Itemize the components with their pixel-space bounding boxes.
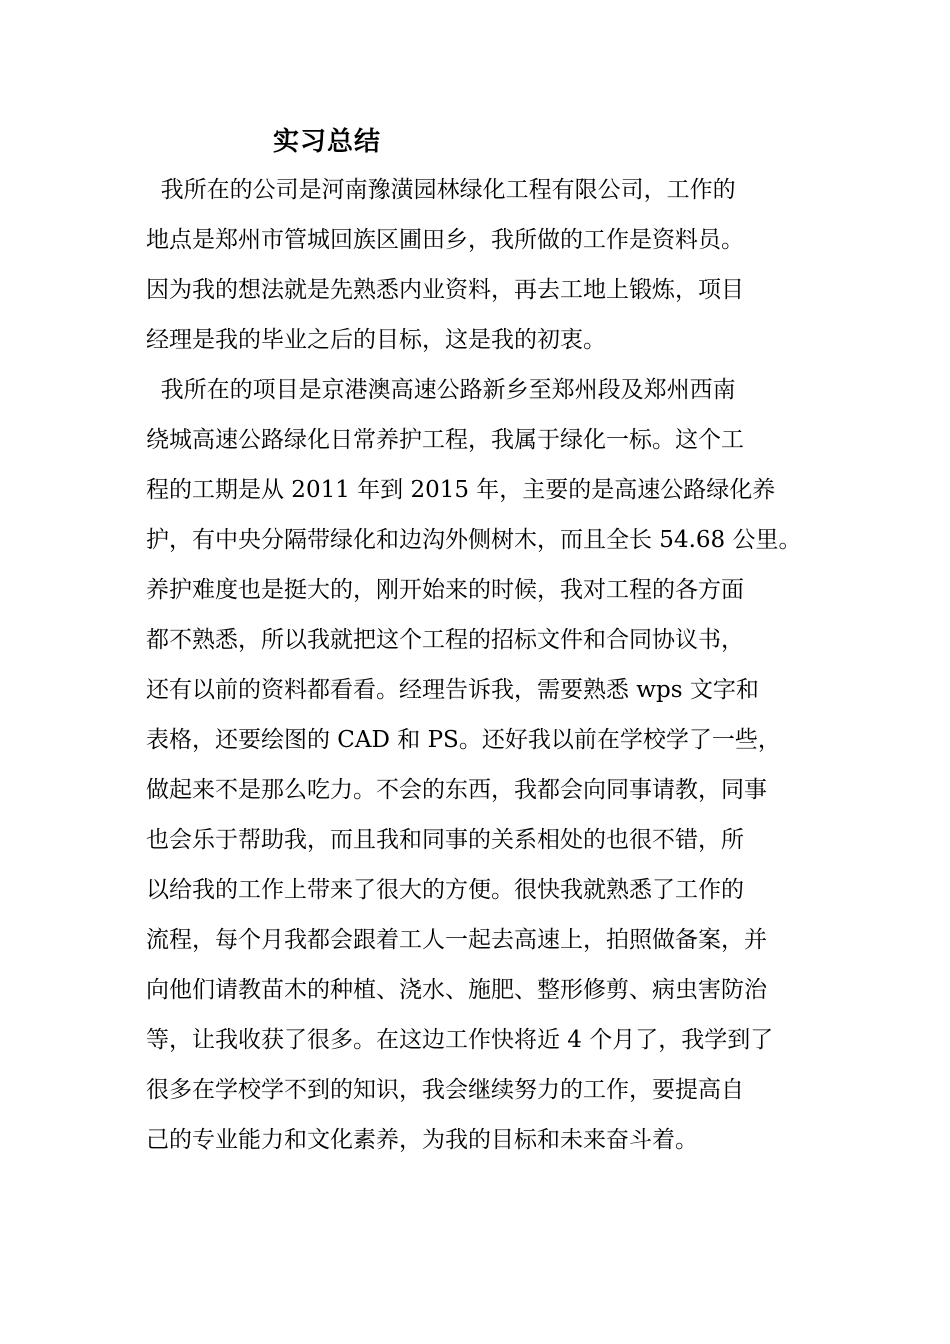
body-line: 己的专业能力和文化素养，为我的目标和未来奋斗着。 [146, 1127, 698, 1153]
body-line: 我所在的项目是京港澳高速公路新乡至郑州段及郑州西南 [146, 377, 736, 403]
body-line: 以给我的工作上带来了很大的方便。很快我就熟悉了工作的 [146, 877, 744, 903]
body-line: 也会乐于帮助我，而且我和同事的关系相处的也很不错，所 [146, 827, 744, 853]
body-line: 护，有中央分隔带绿化和边沟外侧树木，而且全长 54.68 公里。 [146, 527, 802, 553]
body-line: 养护难度也是挺大的，刚开始来的时候，我对工程的各方面 [146, 577, 744, 603]
body-line: 等，让我收获了很多。在这边工作快将近 4 个月了，我学到了 [146, 1027, 774, 1053]
body-line: 我所在的公司是河南豫潢园林绿化工程有限公司，工作的 [146, 177, 736, 203]
body-line: 地点是郑州市管城回族区圃田乡，我所做的工作是资料员。 [146, 227, 744, 253]
body-line: 向他们请教苗木的种植、浇水、施肥、整形修剪、病虫害防治 [146, 977, 767, 1003]
body-line: 流程，每个月我都会跟着工人一起去高速上，拍照做备案，并 [146, 927, 767, 953]
body-line: 都不熟悉，所以我就把这个工程的招标文件和合同协议书， [146, 627, 744, 653]
document-title: 实习总结 [273, 127, 382, 157]
body-line: 绕城高速公路绿化日常养护工程，我属于绿化一标。这个工 [146, 427, 744, 453]
body-line: 程的工期是从 2011 年到 2015 年，主要的是高速公路绿化养 [146, 477, 776, 503]
body-line: 还有以前的资料都看看。经理告诉我，需要熟悉 wps 文字和 [146, 677, 759, 703]
body-line: 表格，还要绘图的 CAD 和 PS。还好我以前在学校学了一些， [146, 727, 781, 753]
body-line: 很多在学校学不到的知识，我会继续努力的工作，要提高自 [146, 1077, 744, 1103]
body-line: 做起来不是那么吃力。不会的东西，我都会向同事请教，同事 [146, 777, 767, 803]
body-line: 经理是我的毕业之后的目标，这是我的初衷。 [146, 327, 606, 353]
body-line: 因为我的想法就是先熟悉内业资料，再去工地上锻炼，项目 [146, 277, 744, 303]
